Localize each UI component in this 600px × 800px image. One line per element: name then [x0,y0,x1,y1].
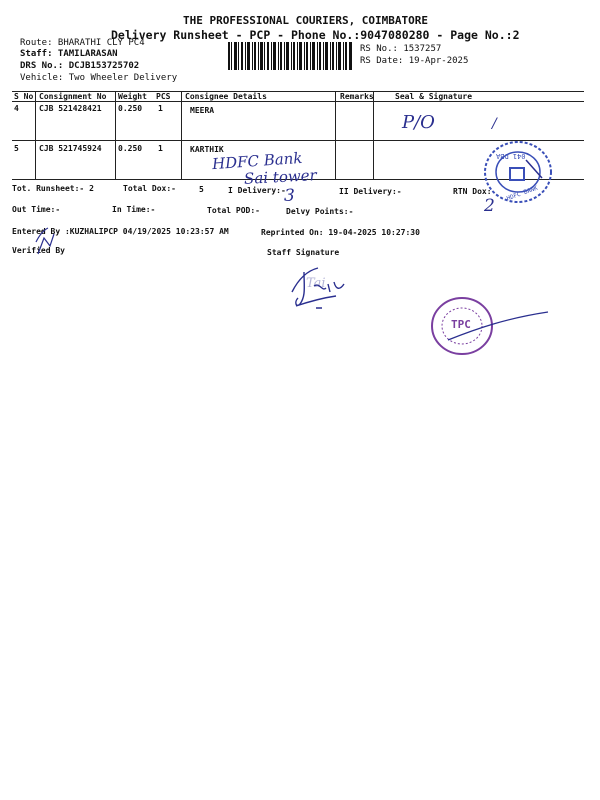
table-row-consignment: CJB 521745924 [39,144,102,153]
col-divider [35,91,36,179]
table-row-consignee: MEERA [190,106,215,115]
table-row-pcs: 1 [158,144,163,153]
staff-signature-text: Tai [306,276,326,291]
handwritten-po-note: P/O [402,112,435,133]
header-sno: S No [14,92,34,101]
verified-signature-graphic [30,224,60,258]
staff-info: Staff: TAMILARASAN [20,49,118,59]
header-consignment: Consignment No [39,92,107,101]
col-divider [115,91,116,179]
reprinted-on: Reprinted On: 19-04-2025 10:27:30 [261,228,420,237]
handwritten-rtn-value: 2 [484,196,495,216]
col-divider [373,91,374,179]
header-weight: Weight [118,92,147,101]
rs-date: RS Date: 19-Apr-2025 [360,56,469,66]
total-pod: Total POD:- [207,206,260,215]
barcode-graphic [228,42,352,70]
handwritten-bank-name: HDFC Bank [211,148,304,174]
table-row-weight: 0.250 [118,104,143,113]
handwritten-tick: / [492,116,497,132]
table-row-sno: 4 [14,104,19,113]
route-info: Route: BHARATHI CLY PC4 [20,38,145,48]
header-remarks: Remarks [340,92,374,101]
table-row-sno: 5 [14,144,19,153]
verified-by: Verified By [12,246,65,255]
tpc-stamp-graphic [428,292,552,358]
table-header-border [12,101,584,102]
bank-stamp-code: 041 DBA [496,152,526,160]
out-time: Out Time:- [12,205,61,214]
delvy-points: Delvy Points:- [286,207,354,216]
col-divider [335,91,336,179]
in-time: In Time:- [112,205,156,214]
table-row-consignment: CJB 521428421 [39,104,102,113]
total-dox-label: Total Dox:- [123,184,176,193]
header-seal-signature: Seal & Signature [395,92,473,101]
rtn-dox-label: RTN Dox: [453,187,492,196]
header-consignee: Consignee Details [185,92,267,101]
vehicle-info: Vehicle: Two Wheeler Delivery [20,73,178,83]
runsheet-subtitle: Delivery Runsheet - PCP - Phone No.:9047080280 - Page No.:2 [111,28,520,42]
tot-runsheet: Tot. Runsheet:- 2 [12,184,94,193]
bank-stamp-name: HDFC BANK [505,184,539,203]
company-title: THE PROFESSIONAL COURIERS, COIMBATORE [183,14,429,27]
table-row-consignee: KARTHIK [190,145,224,154]
rs-no: RS No.: 1537257 [360,44,442,54]
i-delivery-label: I Delivery:- [228,186,286,195]
header-pcs: PCS [156,92,171,101]
drs-no: DRS No.: DCJB153725702 [20,61,140,71]
table-row-pcs: 1 [158,104,163,113]
handwritten-i-delivery-value: 3 [284,186,295,206]
col-divider [181,91,182,179]
handwritten-tower-name: Sai tower [243,166,318,188]
ii-delivery-label: II Delivery:- [339,187,402,196]
table-row-weight: 0.250 [118,144,143,153]
entered-by: Entered By :KUZHALIPCP 04/19/2025 10:23:57 AM [12,227,229,236]
tpc-stamp-text: TPC [451,318,471,331]
total-dox-value: 5 [199,185,204,194]
staff-signature-label: Staff Signature [267,248,340,257]
